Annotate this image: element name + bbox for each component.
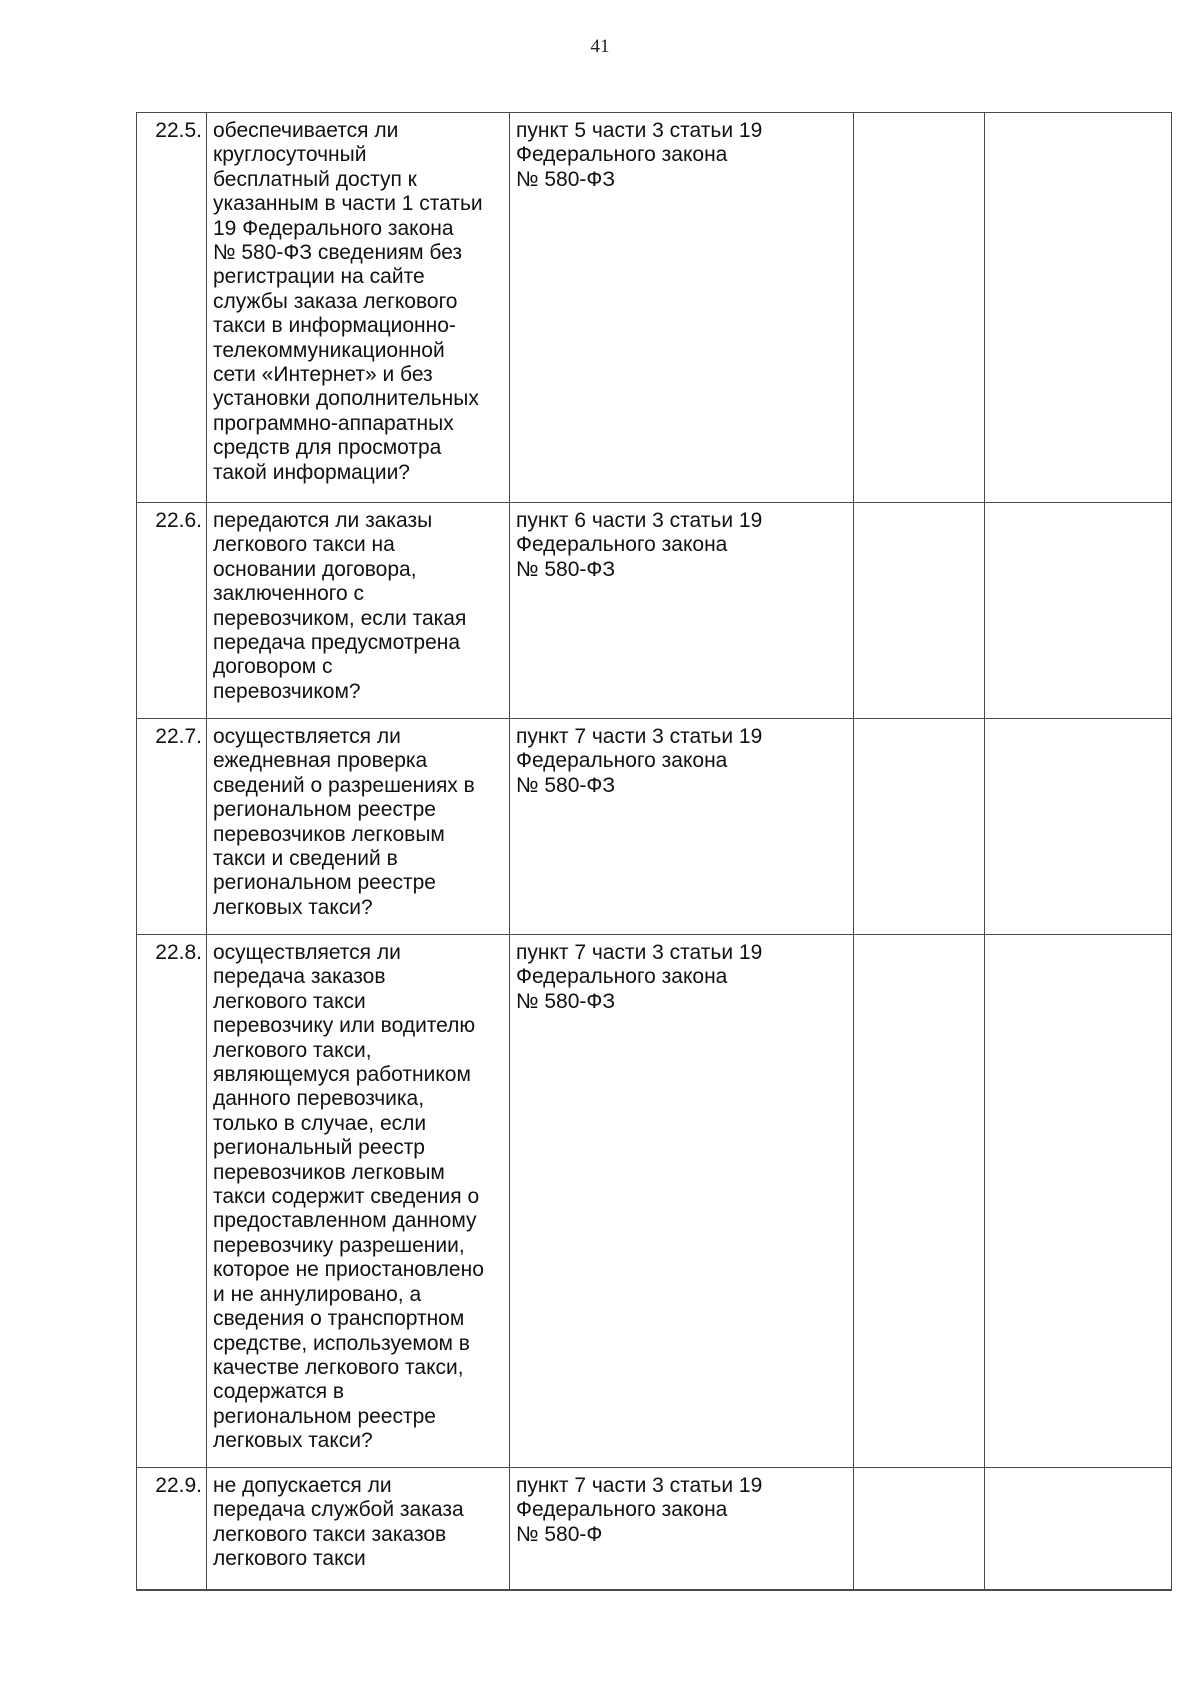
note-cell xyxy=(985,503,1172,719)
answer-cell xyxy=(854,1468,985,1590)
answer-cell xyxy=(854,113,985,503)
item-question: передаются ли заказы легкового такси на основании договора, заключенного с перевозчиком, если такая передача предусмотрена договором с перевозчиком? xyxy=(207,503,510,719)
item-question: осуществляется ли передача заказов легкового такси перевозчику или водителю легкового такси, являющемуся работником данного перевозчика, только в случае, если региональный реестр перевозчиков легковым такси содержит сведения о предоставленном данному перевозчику разрешении, которое не приостановлено и не аннулировано, а сведения о транспортном средстве, используемом в качестве легкового такси, содержатся в региональном реестре легковых такси? xyxy=(207,935,510,1468)
page-number: 41 xyxy=(590,36,610,57)
item-question: обеспечивается ли круглосуточный бесплатный доступ к указанным в части 1 статьи 19 Федерального закона № 580-ФЗ сведениям без регистрации на сайте службы заказа легкового такси в информационно- телекоммуникационной сети «Интернет» и без установки дополнительных программно-аппаратных средств для просмотра такой информации? xyxy=(207,113,510,503)
item-number: 22.6. xyxy=(137,503,207,719)
table-row xyxy=(137,935,1172,1468)
item-legal-reference: пункт 7 части 3 статьи 19 Федерального закона № 580-ФЗ xyxy=(510,719,854,935)
checklist-table xyxy=(136,112,1172,1591)
item-legal-reference: пункт 5 части 3 статьи 19 Федерального закона № 580-ФЗ xyxy=(510,113,854,503)
table-row xyxy=(137,113,1172,503)
answer-cell xyxy=(854,935,985,1468)
item-legal-reference: пункт 6 части 3 статьи 19 Федерального закона № 580-ФЗ xyxy=(510,503,854,719)
table-row xyxy=(137,719,1172,935)
note-cell xyxy=(985,113,1172,503)
item-question: осуществляется ли ежедневная проверка сведений о разрешениях в региональном реестре перевозчиков легковым такси и сведений в региональном реестре легковых такси? xyxy=(207,719,510,935)
note-cell xyxy=(985,719,1172,935)
table-row xyxy=(137,503,1172,719)
note-cell xyxy=(985,1468,1172,1590)
item-number: 22.5. xyxy=(137,113,207,503)
table-row xyxy=(137,1468,1172,1590)
answer-cell xyxy=(854,719,985,935)
item-number: 22.7. xyxy=(137,719,207,935)
note-cell xyxy=(985,935,1172,1468)
answer-cell xyxy=(854,503,985,719)
item-legal-reference: пункт 7 части 3 статьи 19 Федерального закона № 580-ФЗ xyxy=(510,935,854,1468)
item-number: 22.8. xyxy=(137,935,207,1468)
item-question: не допускается ли передача службой заказа легкового такси заказов легкового такси xyxy=(207,1468,510,1590)
item-legal-reference: пункт 7 части 3 статьи 19 Федерального закона № 580-Ф xyxy=(510,1468,854,1590)
item-number: 22.9. xyxy=(137,1468,207,1590)
